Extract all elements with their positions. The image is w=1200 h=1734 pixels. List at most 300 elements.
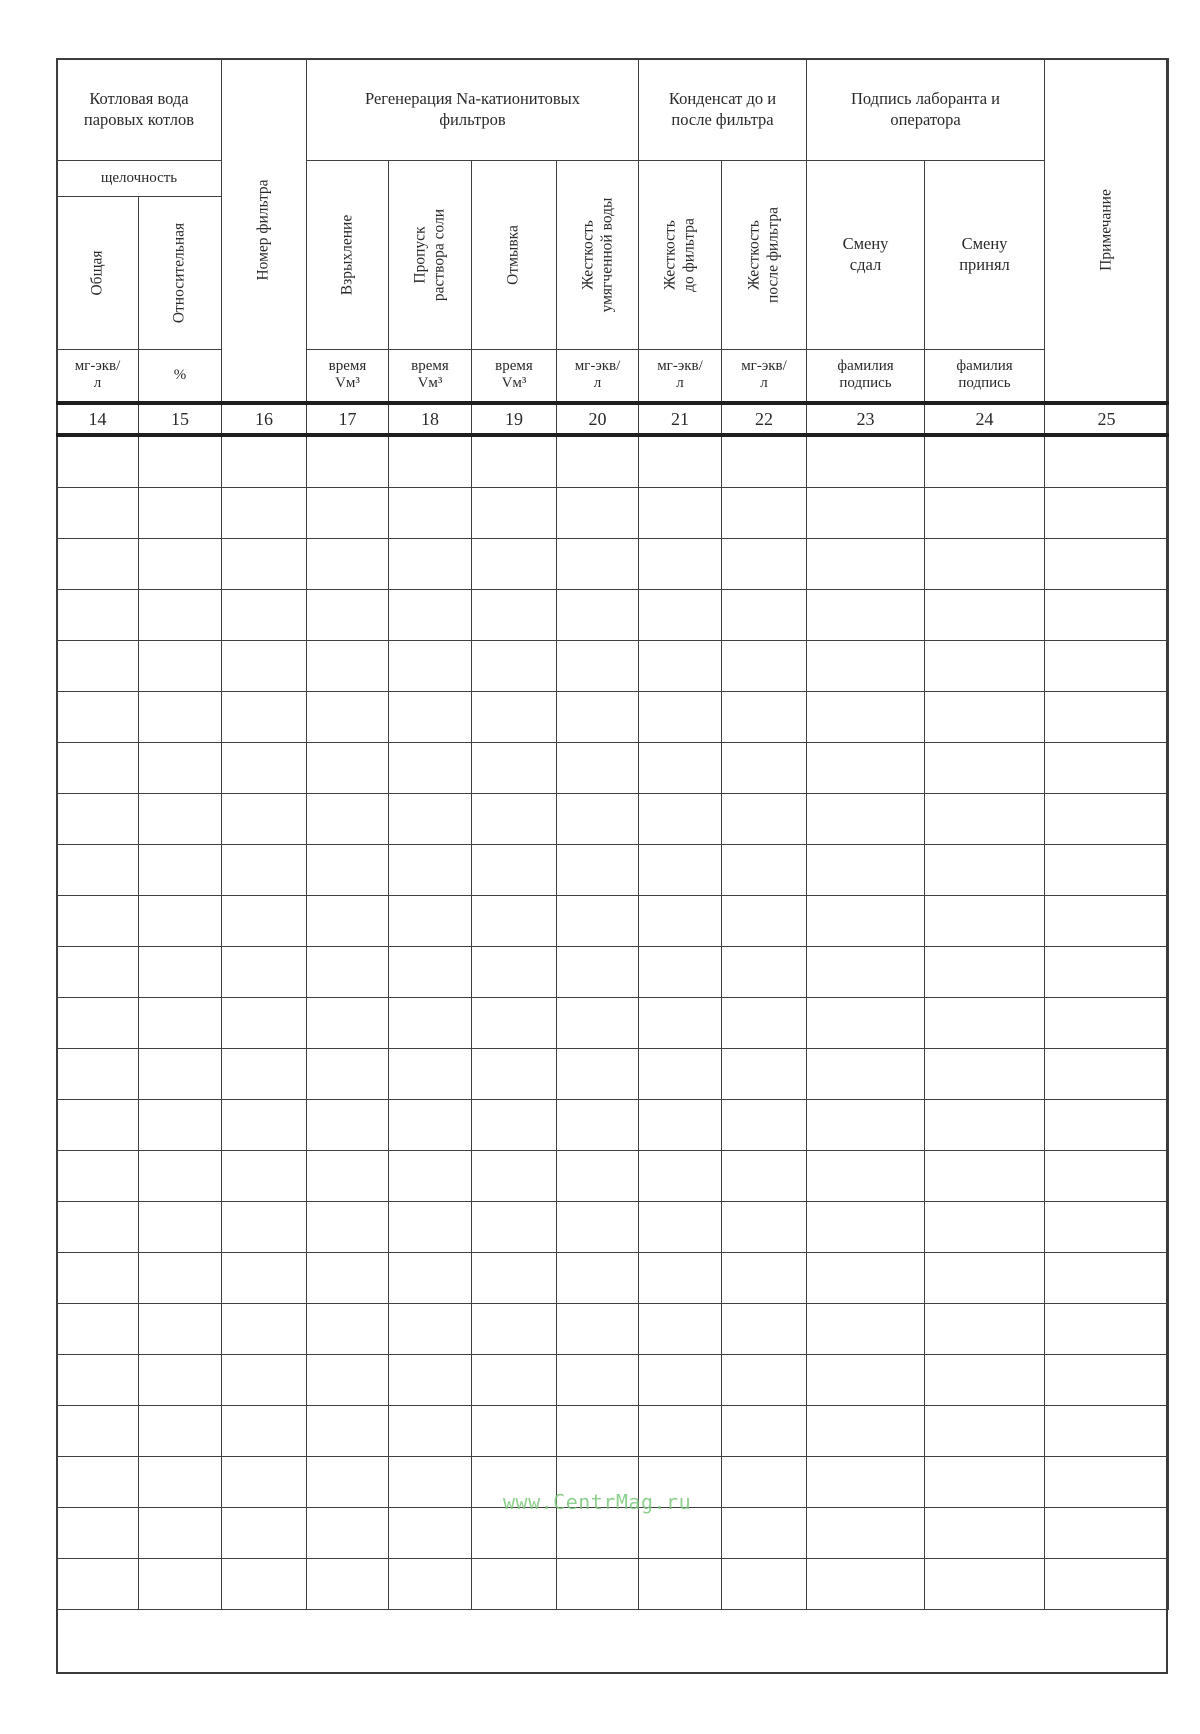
table-cell[interactable]	[222, 947, 307, 998]
table-cell[interactable]	[807, 1406, 925, 1457]
table-cell[interactable]	[807, 435, 925, 488]
table-cell[interactable]	[807, 590, 925, 641]
table-cell[interactable]	[925, 692, 1045, 743]
table-cell[interactable]	[557, 590, 639, 641]
table-cell[interactable]	[222, 1304, 307, 1355]
table-cell[interactable]	[472, 845, 557, 896]
table-cell[interactable]	[472, 1559, 557, 1610]
table-cell[interactable]	[57, 947, 139, 998]
table-cell[interactable]	[57, 896, 139, 947]
table-cell[interactable]	[807, 1100, 925, 1151]
table-cell[interactable]	[925, 845, 1045, 896]
hardness-soft-label	[579, 197, 616, 312]
table-cell[interactable]	[307, 1559, 389, 1610]
table-cell[interactable]	[222, 1559, 307, 1610]
table-cell[interactable]	[639, 1508, 722, 1559]
table-cell[interactable]	[222, 590, 307, 641]
table-cell[interactable]	[557, 845, 639, 896]
table-cell[interactable]	[722, 845, 807, 896]
table-cell[interactable]	[57, 1049, 139, 1100]
table-cell[interactable]	[472, 1406, 557, 1457]
table-cell[interactable]	[222, 1355, 307, 1406]
note-label: Примечание	[1097, 189, 1115, 271]
table-cell[interactable]	[557, 692, 639, 743]
table-cell[interactable]	[722, 794, 807, 845]
table-cell[interactable]	[1045, 692, 1169, 743]
table-cell[interactable]	[925, 539, 1045, 590]
boiler-water-label: Котловая вода паровых котлов	[83, 88, 195, 129]
table-cell[interactable]	[222, 1508, 307, 1559]
table-cell[interactable]	[472, 1151, 557, 1202]
table-cell[interactable]	[389, 1253, 472, 1304]
table-cell[interactable]	[57, 1559, 139, 1610]
table-cell[interactable]	[639, 488, 722, 539]
table-cell[interactable]	[139, 539, 222, 590]
table-cell[interactable]	[472, 590, 557, 641]
table-cell[interactable]	[557, 794, 639, 845]
table-cell[interactable]	[722, 692, 807, 743]
table-cell[interactable]	[389, 1202, 472, 1253]
table-cell[interactable]	[57, 743, 139, 794]
table-cell[interactable]	[139, 998, 222, 1049]
table-cell[interactable]	[639, 435, 722, 488]
table-cell[interactable]	[557, 743, 639, 794]
hardness-after-line-1: Жесткость	[745, 219, 763, 290]
table-cell[interactable]	[557, 998, 639, 1049]
table-cell[interactable]	[557, 1253, 639, 1304]
table-cell[interactable]	[307, 947, 389, 998]
table-cell[interactable]	[389, 1100, 472, 1151]
table-cell[interactable]	[925, 435, 1045, 488]
table-cell[interactable]	[925, 1355, 1045, 1406]
table-cell[interactable]	[925, 1049, 1045, 1100]
table-cell[interactable]	[472, 794, 557, 845]
table-cell[interactable]	[807, 1508, 925, 1559]
table-cell[interactable]	[139, 947, 222, 998]
table-cell[interactable]	[222, 1100, 307, 1151]
table-cell[interactable]	[389, 794, 472, 845]
table-cell[interactable]	[139, 794, 222, 845]
unit-cell	[807, 349, 925, 403]
table-cell[interactable]	[557, 488, 639, 539]
table-cell[interactable]	[307, 998, 389, 1049]
table-cell[interactable]	[472, 947, 557, 998]
table-cell[interactable]	[722, 947, 807, 998]
column-number: 14	[57, 403, 139, 435]
unit-time-vol: время Vм³	[328, 358, 367, 392]
table-cell[interactable]	[472, 896, 557, 947]
table-cell[interactable]	[722, 641, 807, 692]
table-cell[interactable]	[639, 743, 722, 794]
table-cell[interactable]	[722, 1457, 807, 1508]
table-cell[interactable]	[807, 998, 925, 1049]
table-cell[interactable]	[57, 1355, 139, 1406]
table-cell[interactable]	[222, 488, 307, 539]
table-cell[interactable]	[807, 539, 925, 590]
table-cell[interactable]	[472, 1100, 557, 1151]
table-cell[interactable]	[139, 1559, 222, 1610]
table-cell[interactable]	[139, 590, 222, 641]
table-cell[interactable]	[807, 1355, 925, 1406]
table-cell[interactable]	[807, 692, 925, 743]
table-cell[interactable]	[1045, 1559, 1169, 1610]
table-cell[interactable]	[807, 1253, 925, 1304]
table-cell[interactable]	[1045, 1355, 1169, 1406]
table-row	[57, 947, 1169, 998]
table-cell[interactable]	[557, 1100, 639, 1151]
table-cell[interactable]	[57, 1406, 139, 1457]
table-cell[interactable]	[57, 435, 139, 488]
table-cell[interactable]	[557, 641, 639, 692]
table-cell[interactable]	[1045, 1151, 1169, 1202]
table-cell[interactable]	[639, 1304, 722, 1355]
table-cell[interactable]	[139, 692, 222, 743]
table-cell[interactable]	[389, 1457, 472, 1508]
table-cell[interactable]	[557, 435, 639, 488]
table-cell[interactable]	[307, 1253, 389, 1304]
table-cell[interactable]	[639, 1355, 722, 1406]
table-cell[interactable]	[222, 743, 307, 794]
table-cell[interactable]	[307, 1304, 389, 1355]
table-cell[interactable]	[57, 1508, 139, 1559]
table-cell[interactable]	[1045, 590, 1169, 641]
table-cell[interactable]	[222, 1049, 307, 1100]
table-cell[interactable]	[472, 743, 557, 794]
table-cell[interactable]	[307, 743, 389, 794]
table-cell[interactable]	[925, 488, 1045, 539]
table-cell[interactable]	[1045, 641, 1169, 692]
table-cell[interactable]	[389, 1355, 472, 1406]
table-cell[interactable]	[1045, 896, 1169, 947]
table-cell[interactable]	[389, 1559, 472, 1610]
table-cell[interactable]	[1045, 488, 1169, 539]
table-cell[interactable]	[722, 488, 807, 539]
table-cell[interactable]	[389, 947, 472, 998]
table-cell[interactable]	[389, 488, 472, 539]
table-cell[interactable]	[389, 435, 472, 488]
shift-accepted-header	[925, 161, 1045, 350]
table-cell[interactable]	[1045, 539, 1169, 590]
table-cell[interactable]	[722, 1202, 807, 1253]
table-cell[interactable]	[639, 1049, 722, 1100]
table-cell[interactable]	[57, 794, 139, 845]
table-cell[interactable]	[557, 1049, 639, 1100]
table-cell[interactable]	[722, 1559, 807, 1610]
column-number: 19	[472, 403, 557, 435]
table-cell[interactable]	[222, 1406, 307, 1457]
table-cell[interactable]	[557, 1508, 639, 1559]
table-cell[interactable]	[1045, 435, 1169, 488]
table-cell[interactable]	[389, 1508, 472, 1559]
table-cell[interactable]	[807, 743, 925, 794]
table-cell[interactable]	[925, 1304, 1045, 1355]
table-cell[interactable]	[807, 947, 925, 998]
table-cell[interactable]	[57, 539, 139, 590]
table-cell[interactable]	[139, 1049, 222, 1100]
table-cell[interactable]	[925, 896, 1045, 947]
table-cell[interactable]	[389, 845, 472, 896]
table-cell[interactable]	[222, 1457, 307, 1508]
table-cell[interactable]	[307, 590, 389, 641]
table-cell[interactable]	[557, 1151, 639, 1202]
table-cell[interactable]	[557, 947, 639, 998]
table-cell[interactable]	[925, 1406, 1045, 1457]
table-cell[interactable]	[139, 1253, 222, 1304]
table-cell[interactable]	[139, 1355, 222, 1406]
column-number: 24	[925, 403, 1045, 435]
table-cell[interactable]	[639, 641, 722, 692]
table-cell[interactable]	[307, 435, 389, 488]
table-cell[interactable]	[807, 845, 925, 896]
table-cell[interactable]	[389, 743, 472, 794]
table-cell[interactable]	[139, 488, 222, 539]
table-cell[interactable]	[139, 1508, 222, 1559]
table-cell[interactable]	[1045, 1457, 1169, 1508]
table-cell[interactable]	[639, 1559, 722, 1610]
table-cell[interactable]	[925, 794, 1045, 845]
table-cell[interactable]	[472, 692, 557, 743]
table-cell[interactable]	[1045, 845, 1169, 896]
table-cell[interactable]	[307, 539, 389, 590]
table-cell[interactable]	[557, 539, 639, 590]
table-cell[interactable]	[639, 539, 722, 590]
table-cell[interactable]	[925, 1100, 1045, 1151]
table-cell[interactable]	[307, 1406, 389, 1457]
table-cell[interactable]	[472, 998, 557, 1049]
table-cell[interactable]	[222, 1202, 307, 1253]
table-cell[interactable]	[57, 998, 139, 1049]
table-cell[interactable]	[639, 947, 722, 998]
table-cell[interactable]	[139, 896, 222, 947]
table-cell[interactable]	[639, 1151, 722, 1202]
table-cell[interactable]	[307, 1100, 389, 1151]
table-body	[57, 435, 1169, 1610]
table-cell[interactable]	[472, 1253, 557, 1304]
table-cell[interactable]	[389, 539, 472, 590]
unit-mg-eq: мг-экв/л	[741, 358, 787, 392]
watermark: www.CentrMag.ru	[503, 1490, 692, 1514]
table-cell[interactable]	[389, 896, 472, 947]
table-cell[interactable]	[722, 1508, 807, 1559]
table-cell[interactable]	[639, 590, 722, 641]
table-cell[interactable]	[807, 896, 925, 947]
table-cell[interactable]	[57, 845, 139, 896]
table-cell[interactable]	[139, 1406, 222, 1457]
table-cell[interactable]	[722, 998, 807, 1049]
table-cell[interactable]	[722, 435, 807, 488]
table-cell[interactable]	[307, 1151, 389, 1202]
table-cell[interactable]	[307, 896, 389, 947]
table-cell[interactable]	[222, 998, 307, 1049]
table-row	[57, 845, 1169, 896]
table-cell[interactable]	[472, 1355, 557, 1406]
table-cell[interactable]	[722, 1304, 807, 1355]
table-cell[interactable]	[472, 641, 557, 692]
table-cell[interactable]	[639, 1202, 722, 1253]
table-cell[interactable]	[389, 1049, 472, 1100]
table-cell[interactable]	[722, 590, 807, 641]
table-cell[interactable]	[139, 1202, 222, 1253]
table-cell[interactable]	[639, 1253, 722, 1304]
salt-pass-line-1: Пропуск	[411, 226, 429, 284]
table-cell[interactable]	[807, 1304, 925, 1355]
table-cell[interactable]	[472, 539, 557, 590]
table-cell[interactable]	[722, 539, 807, 590]
table-cell[interactable]	[639, 1406, 722, 1457]
loosening-header	[307, 161, 389, 350]
table-cell[interactable]	[925, 998, 1045, 1049]
table-cell[interactable]	[472, 1049, 557, 1100]
table-row	[57, 1202, 1169, 1253]
table-cell[interactable]	[222, 794, 307, 845]
table-cell[interactable]	[557, 1559, 639, 1610]
table-cell[interactable]	[139, 1151, 222, 1202]
table-cell[interactable]	[639, 845, 722, 896]
table-cell[interactable]	[57, 641, 139, 692]
table-cell[interactable]	[307, 1508, 389, 1559]
table-cell[interactable]	[807, 794, 925, 845]
table-cell[interactable]	[307, 1355, 389, 1406]
journal-table	[56, 58, 1169, 1610]
table-cell[interactable]	[389, 1304, 472, 1355]
table-cell[interactable]	[139, 1100, 222, 1151]
table-cell[interactable]	[389, 1151, 472, 1202]
table-cell[interactable]	[1045, 1253, 1169, 1304]
table-cell[interactable]	[139, 1304, 222, 1355]
unit-cell	[57, 349, 139, 403]
table-cell[interactable]	[57, 1100, 139, 1151]
table-cell[interactable]	[307, 1049, 389, 1100]
table-cell[interactable]	[925, 590, 1045, 641]
table-cell[interactable]	[722, 1406, 807, 1457]
table-cell[interactable]	[307, 1457, 389, 1508]
table-cell[interactable]	[925, 641, 1045, 692]
table-cell[interactable]	[925, 1151, 1045, 1202]
table-cell[interactable]	[222, 896, 307, 947]
table-cell[interactable]	[57, 692, 139, 743]
table-cell[interactable]	[807, 1151, 925, 1202]
unit-cell	[722, 349, 807, 403]
table-cell[interactable]	[307, 692, 389, 743]
table-cell[interactable]	[57, 1202, 139, 1253]
table-cell[interactable]	[557, 896, 639, 947]
table-cell[interactable]	[389, 590, 472, 641]
table-cell[interactable]	[925, 1508, 1045, 1559]
table-cell[interactable]	[1045, 1100, 1169, 1151]
table-cell[interactable]	[925, 1457, 1045, 1508]
table-cell[interactable]	[307, 488, 389, 539]
table-cell[interactable]	[139, 641, 222, 692]
table-cell[interactable]	[639, 896, 722, 947]
table-cell[interactable]	[807, 1457, 925, 1508]
table-cell[interactable]	[807, 1049, 925, 1100]
condensate-label: Конденсат до и после фильтра	[668, 88, 777, 129]
table-cell[interactable]	[807, 641, 925, 692]
table-cell[interactable]	[1045, 1304, 1169, 1355]
table-cell[interactable]	[389, 641, 472, 692]
table-cell[interactable]	[389, 692, 472, 743]
table-cell[interactable]	[807, 1202, 925, 1253]
table-cell[interactable]	[807, 1559, 925, 1610]
table-cell[interactable]	[1045, 1406, 1169, 1457]
table-cell[interactable]	[472, 488, 557, 539]
table-cell[interactable]	[57, 590, 139, 641]
table-cell[interactable]	[57, 1151, 139, 1202]
table-cell[interactable]	[1045, 947, 1169, 998]
table-cell[interactable]	[557, 1304, 639, 1355]
table-cell[interactable]	[222, 692, 307, 743]
table-cell[interactable]	[57, 1457, 139, 1508]
table-cell[interactable]	[57, 1253, 139, 1304]
column-number: 16	[222, 403, 307, 435]
table-cell[interactable]	[472, 1508, 557, 1559]
table-cell[interactable]	[222, 1253, 307, 1304]
table-cell[interactable]	[1045, 1202, 1169, 1253]
table-cell[interactable]	[139, 845, 222, 896]
table-cell[interactable]	[472, 1202, 557, 1253]
table-cell[interactable]	[557, 1202, 639, 1253]
table-cell[interactable]	[722, 1151, 807, 1202]
condensate-header	[639, 59, 807, 161]
table-cell[interactable]	[1045, 794, 1169, 845]
table-cell[interactable]	[389, 1406, 472, 1457]
table-cell[interactable]	[389, 998, 472, 1049]
table-cell[interactable]	[222, 1151, 307, 1202]
table-cell[interactable]	[222, 845, 307, 896]
table-cell[interactable]	[222, 539, 307, 590]
table-cell[interactable]	[557, 1355, 639, 1406]
table-cell[interactable]	[222, 435, 307, 488]
regeneration-label: Регенерация Na-катионитовых фильтров	[365, 88, 580, 129]
table-cell[interactable]	[722, 743, 807, 794]
table-cell[interactable]	[1045, 1508, 1169, 1559]
table-cell[interactable]	[1045, 1049, 1169, 1100]
table-cell[interactable]	[722, 1100, 807, 1151]
table-cell[interactable]	[57, 488, 139, 539]
table-cell[interactable]	[57, 1304, 139, 1355]
unit-cell	[557, 349, 639, 403]
table-cell[interactable]	[925, 947, 1045, 998]
table-cell[interactable]	[639, 692, 722, 743]
table-cell[interactable]	[307, 794, 389, 845]
table-row	[57, 1151, 1169, 1202]
table-cell[interactable]	[925, 1253, 1045, 1304]
table-cell[interactable]	[139, 435, 222, 488]
table-cell[interactable]	[639, 794, 722, 845]
table-cell[interactable]	[639, 998, 722, 1049]
table-cell[interactable]	[307, 1202, 389, 1253]
table-cell[interactable]	[639, 1100, 722, 1151]
table-cell[interactable]	[139, 1457, 222, 1508]
table-cell[interactable]	[925, 1559, 1045, 1610]
table-cell[interactable]	[722, 1355, 807, 1406]
table-cell[interactable]	[807, 488, 925, 539]
table-cell[interactable]	[222, 641, 307, 692]
table-cell[interactable]	[722, 1049, 807, 1100]
table-cell[interactable]	[1045, 743, 1169, 794]
table-cell[interactable]	[307, 641, 389, 692]
table-cell[interactable]	[557, 1406, 639, 1457]
table-cell[interactable]	[1045, 998, 1169, 1049]
table-cell[interactable]	[139, 743, 222, 794]
table-cell[interactable]	[722, 896, 807, 947]
table-cell[interactable]	[925, 743, 1045, 794]
table-cell[interactable]	[472, 435, 557, 488]
table-cell[interactable]	[307, 845, 389, 896]
table-cell[interactable]	[925, 1202, 1045, 1253]
table-cell[interactable]	[472, 1304, 557, 1355]
table-cell[interactable]	[722, 1253, 807, 1304]
